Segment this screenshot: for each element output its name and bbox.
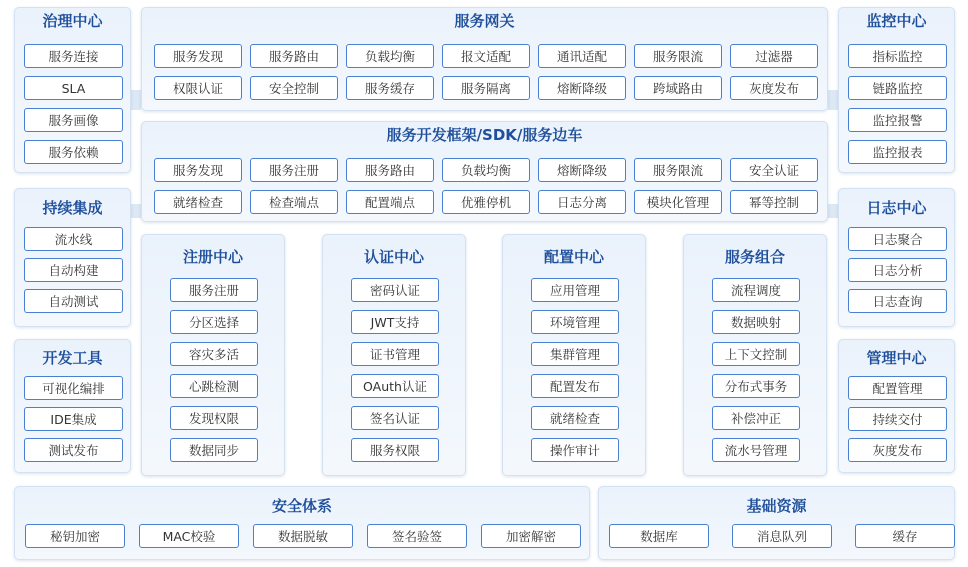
connector-strip — [131, 90, 141, 110]
compose-item[interactable]: 数据映射 — [712, 310, 800, 334]
compose-item[interactable]: 流水号管理 — [712, 438, 800, 462]
auth-item[interactable]: 签名认证 — [351, 406, 439, 430]
gateway-item[interactable]: 负载均衡 — [346, 44, 434, 68]
framework-item[interactable]: 熔断降级 — [538, 158, 626, 182]
security-panel — [14, 486, 590, 560]
compose-title: 服务组合 — [724, 248, 785, 266]
governance-title: 治理中心 — [42, 12, 103, 30]
gateway-item[interactable]: 跨域路由 — [634, 76, 722, 100]
manage-title: 管理中心 — [866, 349, 927, 367]
gateway-item[interactable]: 报文适配 — [442, 44, 530, 68]
config-item[interactable]: 环境管理 — [531, 310, 619, 334]
gateway-item[interactable]: 服务限流 — [634, 44, 722, 68]
gateway-item[interactable]: 服务缓存 — [346, 76, 434, 100]
registry-item[interactable]: 数据同步 — [170, 438, 258, 462]
connector-strip — [131, 204, 141, 218]
auth-panel — [322, 234, 466, 476]
framework-title: 服务开发框架/SDK/服务边车 — [386, 126, 583, 144]
framework-item[interactable]: 日志分离 — [538, 190, 626, 214]
gateway-item[interactable]: 服务隔离 — [442, 76, 530, 100]
governance-item[interactable]: 服务画像 — [24, 108, 123, 132]
infra-item[interactable]: 数据库 — [609, 524, 709, 548]
monitor-item[interactable]: 监控报警 — [848, 108, 947, 132]
log-panel — [838, 188, 955, 327]
infra-item[interactable]: 缓存 — [855, 524, 955, 548]
security-item[interactable]: 加密解密 — [481, 524, 581, 548]
registry-item[interactable]: 发现权限 — [170, 406, 258, 430]
gateway-item[interactable]: 安全控制 — [250, 76, 338, 100]
monitor-title: 监控中心 — [866, 12, 927, 30]
infra-panel — [598, 486, 955, 560]
framework-item[interactable]: 检查端点 — [250, 190, 338, 214]
framework-item[interactable]: 服务限流 — [634, 158, 722, 182]
devtools-panel — [14, 339, 131, 473]
compose-item[interactable]: 分布式事务 — [712, 374, 800, 398]
monitor-item[interactable]: 监控报表 — [848, 140, 947, 164]
ci-panel — [14, 188, 131, 327]
framework-panel — [141, 121, 828, 222]
ci-item[interactable]: 自动测试 — [24, 289, 123, 313]
framework-item[interactable]: 负载均衡 — [442, 158, 530, 182]
framework-item[interactable]: 模块化管理 — [634, 190, 722, 214]
ci-title: 持续集成 — [42, 199, 103, 217]
manage-item[interactable]: 灰度发布 — [848, 438, 947, 462]
monitor-panel — [838, 7, 955, 173]
security-title: 安全体系 — [271, 497, 332, 515]
devtools-title: 开发工具 — [42, 349, 103, 367]
governance-item[interactable]: SLA — [24, 76, 123, 100]
manage-item[interactable]: 配置管理 — [848, 376, 947, 400]
framework-item[interactable]: 服务路由 — [346, 158, 434, 182]
config-item[interactable]: 就绪检查 — [531, 406, 619, 430]
auth-item[interactable]: 服务权限 — [351, 438, 439, 462]
auth-item[interactable]: OAuth认证 — [351, 374, 439, 398]
compose-item[interactable]: 上下文控制 — [712, 342, 800, 366]
log-item[interactable]: 日志分析 — [848, 258, 947, 282]
registry-item[interactable]: 服务注册 — [170, 278, 258, 302]
gateway-title: 服务网关 — [454, 12, 515, 30]
log-title: 日志中心 — [866, 199, 927, 217]
ci-item[interactable]: 自动构建 — [24, 258, 123, 282]
log-item[interactable]: 日志聚合 — [848, 227, 947, 251]
log-item[interactable]: 日志查询 — [848, 289, 947, 313]
monitor-item[interactable]: 链路监控 — [848, 76, 947, 100]
ci-item[interactable]: 流水线 — [24, 227, 123, 251]
security-item[interactable]: 签名验签 — [367, 524, 467, 548]
framework-item[interactable]: 优雅停机 — [442, 190, 530, 214]
config-item[interactable]: 操作审计 — [531, 438, 619, 462]
config-item[interactable]: 集群管理 — [531, 342, 619, 366]
infra-title: 基础资源 — [746, 497, 807, 515]
framework-item[interactable]: 服务注册 — [250, 158, 338, 182]
gateway-item[interactable]: 权限认证 — [154, 76, 242, 100]
security-item[interactable]: 数据脱敏 — [253, 524, 353, 548]
config-item[interactable]: 应用管理 — [531, 278, 619, 302]
framework-item[interactable]: 就绪检查 — [154, 190, 242, 214]
compose-item[interactable]: 补偿冲正 — [712, 406, 800, 430]
config-title: 配置中心 — [543, 248, 604, 266]
config-panel — [502, 234, 646, 476]
governance-panel — [14, 7, 131, 173]
compose-item[interactable]: 流程调度 — [712, 278, 800, 302]
framework-item[interactable]: 服务发现 — [154, 158, 242, 182]
gateway-item[interactable]: 过滤器 — [730, 44, 818, 68]
gateway-panel — [141, 7, 828, 111]
framework-item[interactable]: 配置端点 — [346, 190, 434, 214]
auth-item[interactable]: 密码认证 — [351, 278, 439, 302]
auth-item[interactable]: JWT支持 — [351, 310, 439, 334]
config-item[interactable]: 配置发布 — [531, 374, 619, 398]
governance-item[interactable]: 服务连接 — [24, 44, 123, 68]
gateway-item[interactable]: 灰度发布 — [730, 76, 818, 100]
auth-item[interactable]: 证书管理 — [351, 342, 439, 366]
registry-item[interactable]: 分区选择 — [170, 310, 258, 334]
registry-title: 注册中心 — [182, 248, 243, 266]
governance-item[interactable]: 服务依赖 — [24, 140, 123, 164]
monitor-item[interactable]: 指标监控 — [848, 44, 947, 68]
security-item[interactable]: MAC校验 — [139, 524, 239, 548]
registry-panel — [141, 234, 285, 476]
devtools-item[interactable]: 可视化编排 — [24, 376, 123, 400]
gateway-item[interactable]: 服务发现 — [154, 44, 242, 68]
devtools-item[interactable]: IDE集成 — [24, 407, 123, 431]
manage-item[interactable]: 持续交付 — [848, 407, 947, 431]
framework-item[interactable]: 安全认证 — [730, 158, 818, 182]
security-item[interactable]: 秘钥加密 — [25, 524, 125, 548]
connector-strip — [828, 90, 838, 110]
gateway-item[interactable]: 通讯适配 — [538, 44, 626, 68]
infra-item[interactable]: 消息队列 — [732, 524, 832, 548]
framework-item[interactable]: 幂等控制 — [730, 190, 818, 214]
devtools-item[interactable]: 测试发布 — [24, 438, 123, 462]
auth-title: 认证中心 — [363, 248, 424, 266]
registry-item[interactable]: 容灾多活 — [170, 342, 258, 366]
compose-panel — [683, 234, 827, 476]
manage-panel — [838, 339, 955, 473]
gateway-item[interactable]: 熔断降级 — [538, 76, 626, 100]
registry-item[interactable]: 心跳检测 — [170, 374, 258, 398]
connector-strip — [828, 204, 838, 218]
gateway-item[interactable]: 服务路由 — [250, 44, 338, 68]
